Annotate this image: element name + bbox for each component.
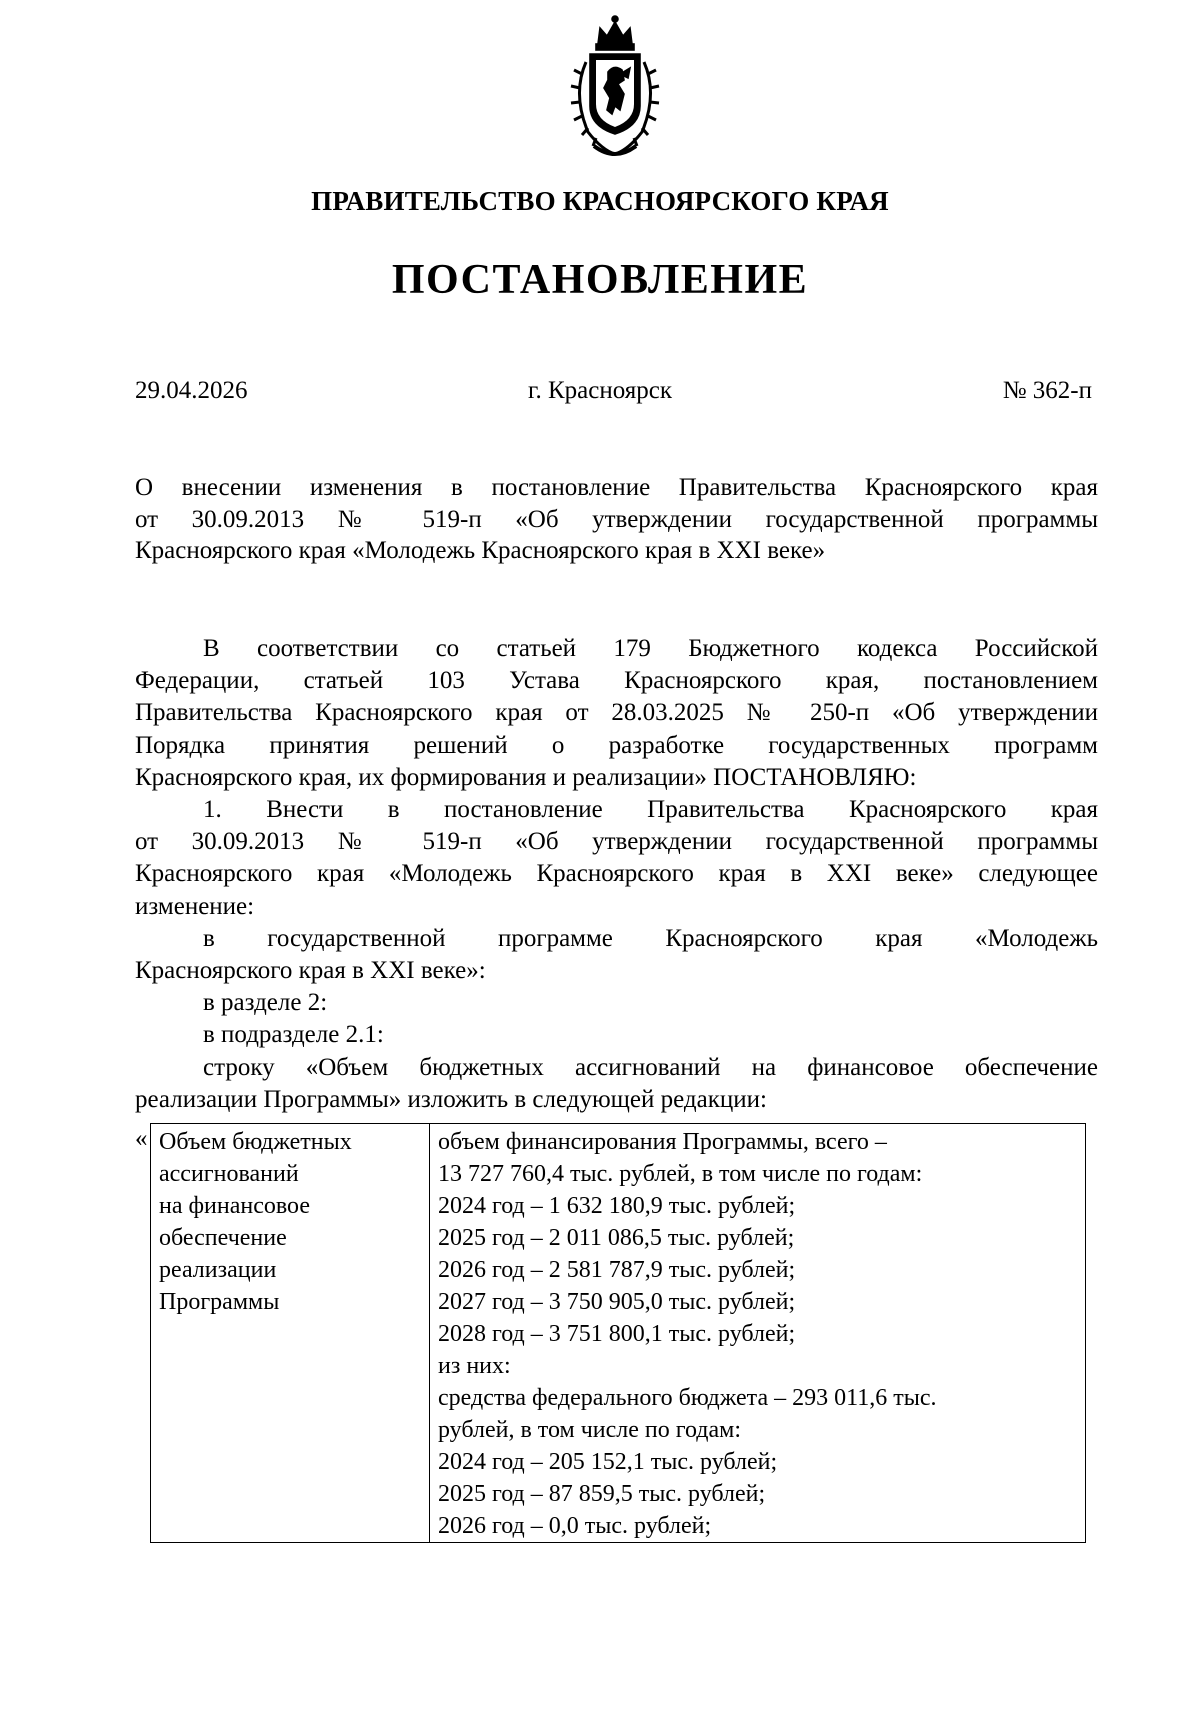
parameter-line: реализации (159, 1257, 277, 1283)
body-line: строку «Объем бюджетных ассигнований на финансовое обеспечение (203, 1053, 1098, 1081)
organization-title: ПРАВИТЕЛЬСТВО КРАСНОЯРСКОГО КРАЯ (311, 186, 889, 216)
body-line: в разделе 2: (203, 989, 328, 1017)
document-body (135, 633, 1098, 1116)
body-line: реализации Программы» изложить в следующей редакции: (135, 1085, 767, 1113)
financing-table (150, 1123, 1086, 1543)
value-line: 2028 год – 3 751 800,1 тыс. рублей; (438, 1321, 796, 1347)
parameter-line: Объем бюджетных (159, 1129, 352, 1155)
body-line: изменение: (135, 892, 255, 920)
body-line: Красноярского края, их формирования и реализации» ПОСТАНОВЛЯЮ: (135, 763, 917, 791)
body-line: Красноярского края «Молодежь Красноярского края в XXI веке» следующее (135, 860, 1098, 888)
table-cell-value (430, 1124, 1086, 1543)
open-quote: « (135, 1125, 148, 1152)
body-line: В соответствии со статьей 179 Бюджетного кодекса Российской (203, 635, 1098, 662)
value-line: рублей, в том числе по годам: (438, 1417, 741, 1443)
value-line: 2026 год – 2 581 787,9 тыс. рублей; (438, 1257, 796, 1283)
table-cell-parameter (151, 1124, 430, 1543)
value-line: 2024 год – 1 632 180,9 тыс. рублей; (438, 1193, 796, 1219)
parameter-line: обеспечение (159, 1225, 287, 1251)
table-row (151, 1124, 1086, 1543)
value-line: 2025 год – 2 011 086,5 тыс. рублей; (438, 1225, 795, 1251)
value-line: из них: (438, 1353, 511, 1379)
value-line: 2027 год – 3 750 905,0 тыс. рублей; (438, 1289, 796, 1315)
value-line: 13 727 760,4 тыс. рублей, в том числе по годам: (438, 1161, 923, 1187)
subject-line: Красноярского края «Молодежь Красноярского края в XXI веке» (135, 537, 826, 564)
value-line: 2024 год – 205 152,1 тыс. рублей; (438, 1449, 778, 1475)
body-line: 1. Внести в постановление Правительства Красноярского края (203, 796, 1098, 824)
parameter-line: на финансовое (159, 1193, 310, 1219)
document-date: 29.04.2026 (135, 377, 248, 404)
subject-line: от 30.09.2013 № 519-п «Об утверждении государственной программы (135, 505, 1098, 533)
body-line: в государственной программе Красноярского края «Молодежь (203, 924, 1098, 952)
body-line: в подразделе 2.1: (203, 1021, 384, 1049)
body-line: Красноярского края в XXI веке»: (135, 957, 486, 985)
value-line: 2026 год – 0,0 тыс. рублей; (438, 1513, 712, 1539)
subject-line: О внесении изменения в постановление Правительства Красноярского края (135, 474, 1098, 501)
document-type: ПОСТАНОВЛЕНИЕ (391, 257, 809, 303)
document-city: г. Красноярск (528, 377, 672, 404)
body-line: Правительства Красноярского края от 28.03.2025 № 250-п «Об утверждении (135, 699, 1098, 727)
value-line: объем финансирования Программы, всего – (438, 1129, 887, 1155)
parameter-line: Программы (159, 1289, 280, 1315)
document-number: № 362-п (1002, 377, 1092, 404)
body-line: Порядка принятия решений о разработке государственных программ (135, 731, 1098, 759)
value-line: 2025 год – 87 859,5 тыс. рублей; (438, 1481, 766, 1507)
document-subject (135, 472, 1098, 567)
parameter-line: ассигнований (159, 1161, 299, 1187)
value-line: средства федерального бюджета – 293 011,6 тыс. (438, 1385, 937, 1411)
body-line: Федерации, статьей 103 Устава Красноярского края, постановлением (135, 667, 1098, 695)
body-line: от 30.09.2013 № 519-п «Об утверждении государственной программы (135, 828, 1098, 856)
krasnoyarsk-coat-of-arms-icon (560, 14, 670, 164)
